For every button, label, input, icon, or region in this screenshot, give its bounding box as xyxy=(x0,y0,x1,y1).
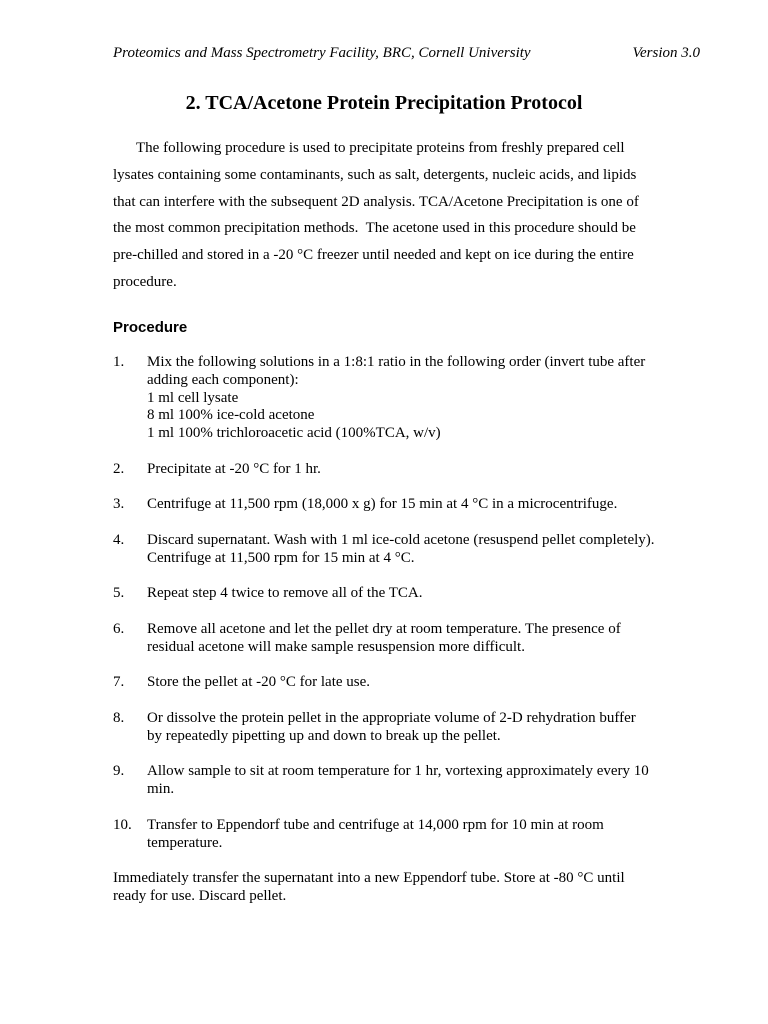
step-line: by repeatedly pipetting up and down to break up the pellet. xyxy=(147,727,501,744)
step-line: Precipitate at -20 °C for 1 hr. xyxy=(147,460,321,477)
step-number: 2. xyxy=(113,460,125,477)
paragraph-line: pre-chilled and stored in a -20 °C freezer until needed and kept on ice during the entire xyxy=(113,247,634,264)
step-number: 10. xyxy=(113,816,132,833)
step-number: 7. xyxy=(113,674,125,691)
closing-paragraph xyxy=(113,870,655,906)
step-line: Store the pellet at -20 °C for late use. xyxy=(147,674,371,691)
step-text xyxy=(147,585,655,603)
paragraph-line: procedure. xyxy=(113,273,177,290)
running-header xyxy=(113,44,700,62)
paragraph-line: The following procedure is used to precipitate proteins from freshly prepared cell xyxy=(136,140,625,156)
step-number: 4. xyxy=(113,531,125,548)
step-number: 8. xyxy=(113,709,125,726)
step-text xyxy=(147,763,655,799)
step-line: Centrifuge at 11,500 rpm for 15 min at 4 °C. xyxy=(147,549,415,566)
step-line: Allow sample to sit at room temperature for 1 hr, vortexing approximately every 10 xyxy=(147,763,649,780)
procedure-step xyxy=(113,710,655,746)
step-line: 1 ml 100% trichloroacetic acid (100%TCA, w/v) xyxy=(147,425,441,442)
step-line: Centrifuge at 11,500 rpm (18,000 x g) for 15 min at 4 °C in a microcentrifuge. xyxy=(147,496,618,513)
step-text xyxy=(147,496,655,514)
header-version: Version 3.0 xyxy=(632,45,700,61)
paragraph-line: lysates containing some contaminants, such as salt, detergents, nucleic acids, and lipids xyxy=(113,166,637,183)
step-line: 1 ml cell lysate xyxy=(147,389,239,406)
paragraph-line: that can interfere with the subsequent 2D analysis. TCA/Acetone Precipitation is one of xyxy=(113,193,639,210)
procedure-heading: Procedure xyxy=(113,319,188,336)
intro-paragraph xyxy=(113,135,639,296)
procedure-step xyxy=(113,621,655,657)
header-facility: Proteomics and Mass Spectrometry Facility, BRC, Cornell University xyxy=(113,45,531,61)
step-line: 8 ml 100% ice-cold acetone xyxy=(147,407,315,424)
procedure-step xyxy=(113,817,655,853)
step-line: Transfer to Eppendorf tube and centrifuge at 14,000 rpm for 10 min at room xyxy=(147,816,604,833)
document-title: 2. TCA/Acetone Protein Precipitation Protocol xyxy=(185,92,583,114)
step-number: 5. xyxy=(113,585,125,602)
step-number: 6. xyxy=(113,620,125,637)
step-text xyxy=(147,532,655,568)
step-line: adding each component): xyxy=(147,371,299,388)
step-number: 1. xyxy=(113,354,125,370)
step-text xyxy=(147,354,655,443)
procedure-step xyxy=(113,585,655,603)
paragraph-line: Immediately transfer the supernatant into a new Eppendorf tube. Store at -80 °C until xyxy=(113,870,625,887)
procedure-section xyxy=(113,354,655,906)
step-line: Discard supernatant. Wash with 1 ml ice-cold acetone (resuspend pellet completely). xyxy=(147,531,655,548)
step-number: 3. xyxy=(113,496,125,513)
step-line: min. xyxy=(147,781,175,798)
procedure-step xyxy=(113,674,655,692)
paragraph-line: ready for use. Discard pellet. xyxy=(113,887,287,904)
step-text xyxy=(147,817,655,853)
step-text xyxy=(147,674,655,692)
step-line: Repeat step 4 twice to remove all of the TCA. xyxy=(147,585,423,602)
procedure-step xyxy=(113,354,655,443)
step-text xyxy=(147,621,655,657)
procedure-step xyxy=(113,763,655,799)
step-line: Remove all acetone and let the pellet dry at room temperature. The presence of xyxy=(147,620,621,637)
procedure-step xyxy=(113,461,655,479)
step-text xyxy=(147,461,655,479)
step-line: residual acetone will make sample resuspension more difficult. xyxy=(147,638,525,655)
step-line: temperature. xyxy=(147,834,223,851)
step-line: Or dissolve the protein pellet in the appropriate volume of 2-D rehydration buffer xyxy=(147,709,636,726)
paragraph-line: the most common precipitation methods. The acetone used in this procedure should be xyxy=(113,220,636,237)
step-line: Mix the following solutions in a 1:8:1 ratio in the following order (invert tube after xyxy=(147,354,646,370)
procedure-step xyxy=(113,532,655,568)
procedure-list xyxy=(113,354,655,852)
step-number: 9. xyxy=(113,763,125,780)
step-text xyxy=(147,710,655,746)
procedure-step xyxy=(113,496,655,514)
